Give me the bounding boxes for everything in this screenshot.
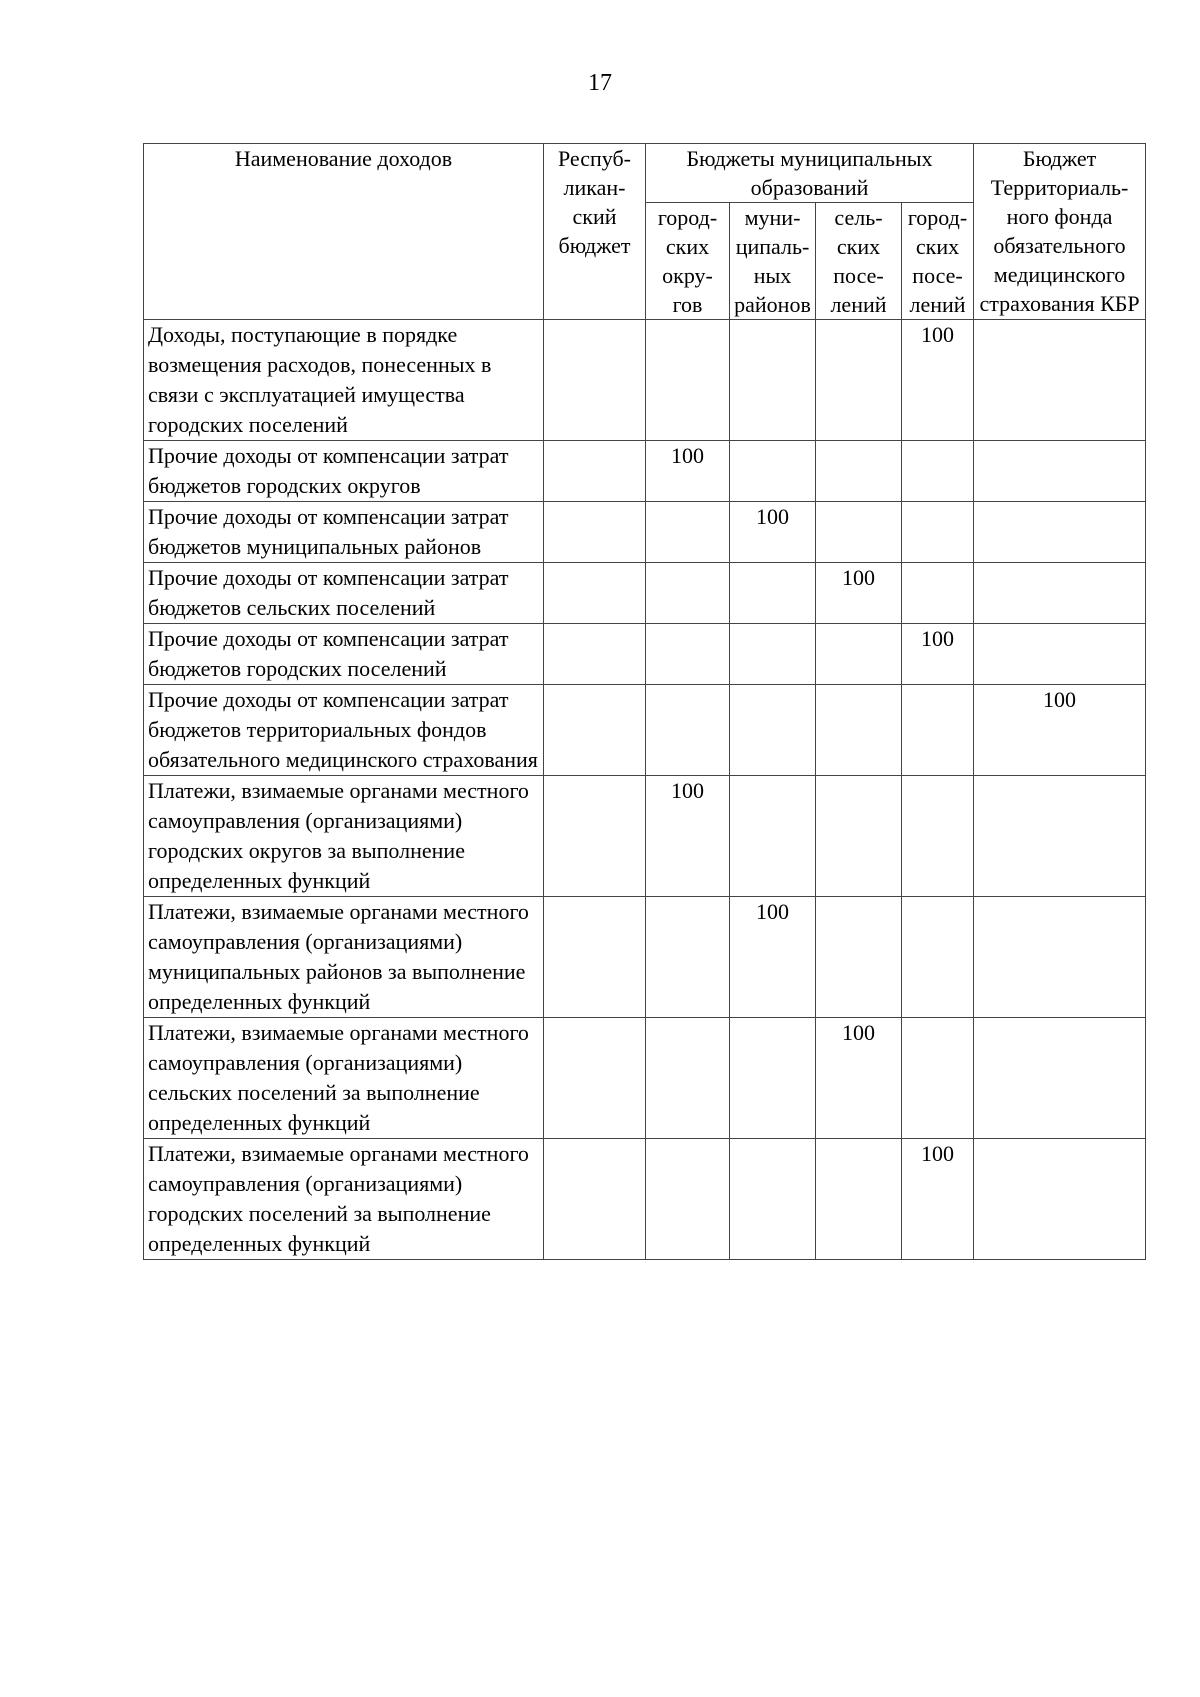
tfoms-cell <box>974 502 1146 563</box>
rural-settlements-cell <box>816 685 902 776</box>
revenue-name-cell: Прочие доходы от компенсации затрат бюджетов муниципальных районов <box>144 502 544 563</box>
city-districts-cell <box>646 624 730 685</box>
urban-settlements-cell <box>902 502 974 563</box>
urban-settlements-cell <box>902 897 974 1018</box>
table-row <box>144 897 1146 1018</box>
table-row <box>144 1139 1146 1260</box>
municipal-districts-cell <box>730 776 816 897</box>
rural-settlements-cell <box>816 624 902 685</box>
header-revenue-name: Наименование доходов <box>144 144 544 320</box>
table-row <box>144 441 1146 502</box>
urban-settlements-cell <box>902 563 974 624</box>
revenue-name-cell: Платежи, взимаемые органами местного самоуправления (организациями) городских округов за выполнение определенных функций <box>144 776 544 897</box>
revenue-name-cell: Доходы, поступающие в порядке возмещения расходов, понесенных в связи с эксплуатацией имущества городских поселений <box>144 320 544 441</box>
municipal-districts-cell <box>730 685 816 776</box>
table-row <box>144 685 1146 776</box>
header-rural-settlements: сель-ских посе-лений <box>816 203 902 320</box>
rural-settlements-cell <box>816 320 902 441</box>
republican-cell <box>544 624 646 685</box>
city-districts-cell <box>646 320 730 441</box>
tfoms-cell <box>974 441 1146 502</box>
republican-cell <box>544 1018 646 1139</box>
city-districts-cell <box>646 502 730 563</box>
revenue-name-cell: Платежи, взимаемые органами местного самоуправления (организациями) муниципальных районов за выполнение определенных функций <box>144 897 544 1018</box>
republican-cell <box>544 502 646 563</box>
municipal-districts-cell: 100 <box>730 897 816 1018</box>
revenue-name-cell: Платежи, взимаемые органами местного самоуправления (организациями) городских поселений за выполнение определенных функций <box>144 1139 544 1260</box>
urban-settlements-cell <box>902 685 974 776</box>
revenue-name-cell: Прочие доходы от компенсации затрат бюджетов сельских поселений <box>144 563 544 624</box>
municipal-districts-cell: 100 <box>730 502 816 563</box>
urban-settlements-cell <box>902 1018 974 1139</box>
rural-settlements-cell <box>816 1139 902 1260</box>
urban-settlements-cell: 100 <box>902 320 974 441</box>
city-districts-cell <box>646 897 730 1018</box>
urban-settlements-cell <box>902 776 974 897</box>
municipal-districts-cell <box>730 320 816 441</box>
header-row-1 <box>144 144 1146 203</box>
table-row <box>144 563 1146 624</box>
republican-cell <box>544 320 646 441</box>
city-districts-cell <box>646 1139 730 1260</box>
table-row <box>144 776 1146 897</box>
tfoms-cell <box>974 624 1146 685</box>
urban-settlements-cell: 100 <box>902 1139 974 1260</box>
header-city-districts: город-ских окру-гов <box>646 203 730 320</box>
city-districts-cell <box>646 1018 730 1139</box>
municipal-districts-cell <box>730 1018 816 1139</box>
tfoms-cell <box>974 563 1146 624</box>
municipal-districts-cell <box>730 624 816 685</box>
tfoms-cell <box>974 776 1146 897</box>
tfoms-cell <box>974 897 1146 1018</box>
city-districts-cell: 100 <box>646 776 730 897</box>
city-districts-cell <box>646 685 730 776</box>
republican-cell <box>544 441 646 502</box>
revenue-name-cell: Прочие доходы от компенсации затрат бюджетов городских округов <box>144 441 544 502</box>
municipal-districts-cell <box>730 1139 816 1260</box>
municipal-districts-cell <box>730 441 816 502</box>
municipal-districts-cell <box>730 563 816 624</box>
revenue-distribution-table <box>143 143 1146 1260</box>
header-republican-budget: Респуб-ликан-ский бюджет <box>544 144 646 320</box>
header-tfoms-budget: Бюджет Территориаль-ного фонда обязательного медицинского страхования КБР <box>974 144 1146 320</box>
tfoms-cell <box>974 1018 1146 1139</box>
table-row <box>144 502 1146 563</box>
rural-settlements-cell <box>816 776 902 897</box>
tfoms-cell <box>974 1139 1146 1260</box>
city-districts-cell <box>646 563 730 624</box>
republican-cell <box>544 1139 646 1260</box>
rural-settlements-cell: 100 <box>816 1018 902 1139</box>
republican-cell <box>544 685 646 776</box>
page-number: 17 <box>588 70 612 96</box>
table-row <box>144 320 1146 441</box>
republican-cell <box>544 563 646 624</box>
tfoms-cell <box>974 320 1146 441</box>
header-municipal-districts: муни-ципаль-ных районов <box>730 203 816 320</box>
city-districts-cell: 100 <box>646 441 730 502</box>
tfoms-cell: 100 <box>974 685 1146 776</box>
republican-cell <box>544 897 646 1018</box>
rural-settlements-cell <box>816 502 902 563</box>
urban-settlements-cell <box>902 441 974 502</box>
revenue-name-cell: Прочие доходы от компенсации затрат бюджетов территориальных фондов обязательного медицинского страхования <box>144 685 544 776</box>
republican-cell <box>544 776 646 897</box>
revenue-name-cell: Прочие доходы от компенсации затрат бюджетов городских поселений <box>144 624 544 685</box>
rural-settlements-cell <box>816 897 902 1018</box>
revenue-name-cell: Платежи, взимаемые органами местного самоуправления (организациями) сельских поселений за выполнение определенных функций <box>144 1018 544 1139</box>
header-urban-settlements: город-ских посе-лений <box>902 203 974 320</box>
table-row <box>144 1018 1146 1139</box>
urban-settlements-cell: 100 <box>902 624 974 685</box>
rural-settlements-cell: 100 <box>816 563 902 624</box>
rural-settlements-cell <box>816 441 902 502</box>
table-row <box>144 624 1146 685</box>
header-municipal-budgets: Бюджеты муниципальных образований <box>646 144 974 203</box>
